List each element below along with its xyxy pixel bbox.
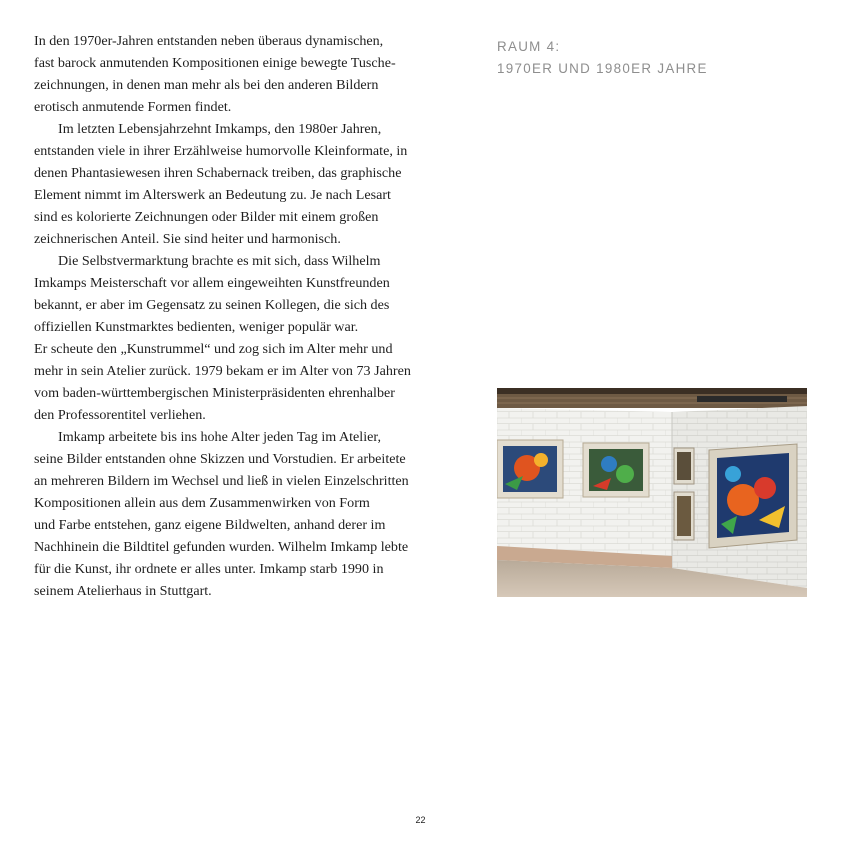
text-line: Kompositionen allein aus dem Zusammenwirken von Form: [34, 495, 370, 511]
page-number: 22: [415, 815, 426, 825]
text-line: an mehreren Bildern im Wechsel und ließ in vielen Einzelschritten: [34, 473, 409, 489]
room-heading-line1: RAUM 4:: [497, 39, 561, 54]
text-line: Die Selbstvermarktung brachte es mit sich, dass Wilhelm: [58, 253, 381, 269]
text-line: und Farbe entstehen, ganz eigene Bildwelten, anhand derer im: [34, 517, 386, 533]
text-line: In den 1970er-Jahren entstanden neben überaus dynamischen,: [34, 33, 384, 49]
text-line: Nachhinein die Bildtitel gefunden wurden. Wilhelm Imkamp lebte: [34, 539, 409, 555]
room-heading-line2: 1970ER UND 1980ER JAHRE: [497, 61, 708, 76]
text-line: vom baden-württembergischen Ministerpräsidenten ehrenhalber: [34, 385, 395, 401]
text-line: entstanden viele in ihrer Erzählweise humorvolle Kleinformate, in: [34, 143, 408, 159]
text-line: Er scheute den „Kunstrummel“ und zog sich im Alter mehr und: [34, 341, 393, 357]
text-line: Imkamp arbeitete bis ins hohe Alter jeden Tag im Atelier,: [58, 429, 382, 445]
text-line: sind es kolorierte Zeichnungen oder Bilder mit einem großen: [34, 209, 379, 225]
gallery-photo: [497, 388, 807, 597]
text-line: den Professorentitel verliehen.: [34, 407, 206, 423]
text-line: erotisch anmutende Formen findet.: [34, 99, 232, 115]
text-line: für die Kunst, ihr ordnete er alles unter. Imkamp starb 1990 in: [34, 561, 384, 577]
text-line: mehr in sein Atelier zurück. 1979 bekam er im Alter von 73 Jahren: [34, 363, 411, 379]
text-line: seinem Atelierhaus in Stuttgart.: [34, 583, 212, 599]
text-line: Imkamps Meisterschaft vor allem eingeweihten Kunstfreunden: [34, 275, 390, 291]
room-heading: [497, 36, 708, 80]
text-line: fast barock anmutenden Kompositionen einige bewegte Tusche-: [34, 55, 396, 71]
text-line: Element nimmt im Alterswerk an Bedeutung zu. Je nach Lesart: [34, 187, 391, 203]
text-line: zeichnerischen Anteil. Sie sind heiter und harmonisch.: [34, 231, 341, 247]
text-line: bekannt, er aber im Gegensatz zu seinen Kollegen, die sich des: [34, 297, 390, 313]
text-line: offiziellen Kunstmarktes bedienten, weniger populär war.: [34, 319, 359, 335]
body-text: [34, 30, 446, 602]
text-line: denen Phantasiewesen ihren Schabernack treiben, das graphische: [34, 165, 402, 181]
text-line: Im letzten Lebensjahrzehnt Imkamps, den 1980er Jahren,: [58, 121, 382, 137]
text-line: zeichnungen, in denen man mehr als bei den anderen Bildern: [34, 77, 379, 93]
text-line: seine Bilder entstanden ohne Skizzen und Vorstudien. Er arbeitete: [34, 451, 406, 467]
